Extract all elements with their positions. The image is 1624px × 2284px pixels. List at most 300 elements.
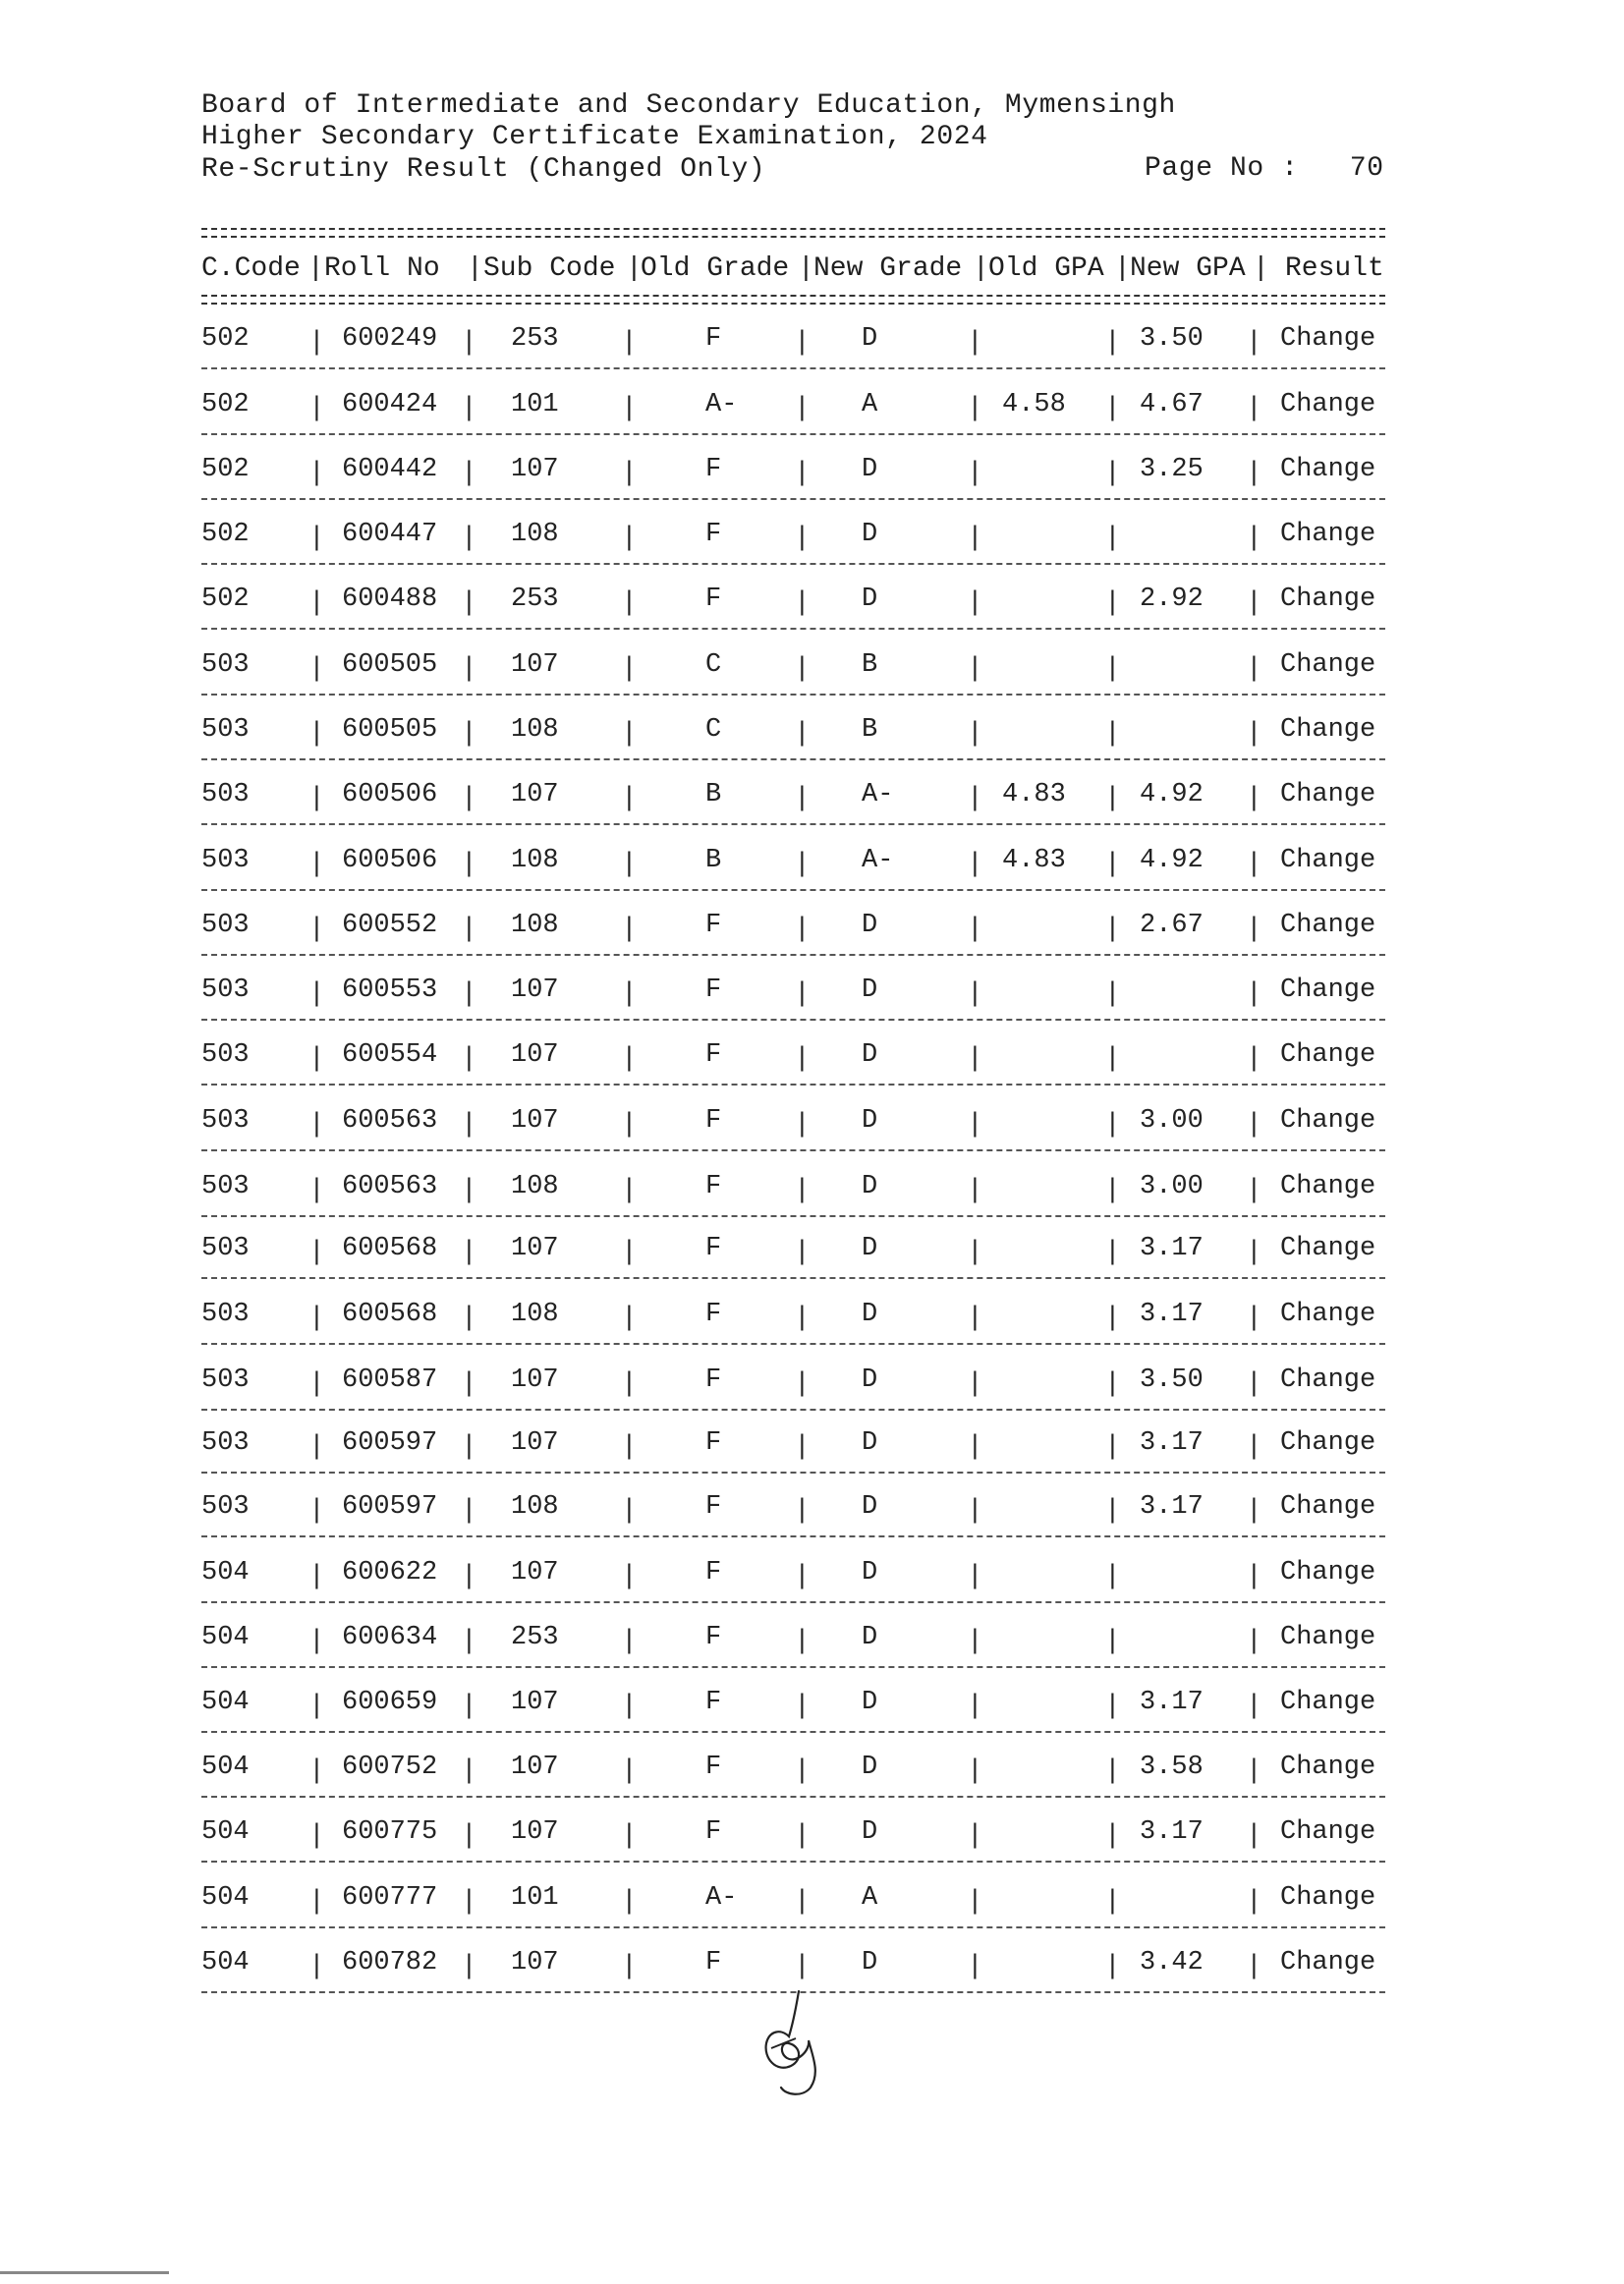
cell-ccode: 503 <box>201 1040 250 1070</box>
row-separator <box>201 1343 1385 1345</box>
column-separator: | <box>465 1560 474 1589</box>
cell-newgrade: D <box>862 1753 878 1782</box>
column-separator: | <box>798 1755 807 1784</box>
cell-newgrade: D <box>862 1106 878 1136</box>
column-separator: | <box>625 326 634 356</box>
column-separator: | <box>465 848 474 877</box>
cell-result: Change <box>1280 715 1376 745</box>
cell-newgpa: 3.17 <box>1140 1688 1204 1717</box>
column-separator: | <box>465 782 474 811</box>
column-separator: | <box>465 1042 474 1072</box>
cell-result: Change <box>1280 455 1376 484</box>
column-separator: | <box>1108 1560 1117 1589</box>
column-separator: | <box>625 652 634 682</box>
cell-ccode: 502 <box>201 324 250 354</box>
header-separator: | <box>308 253 324 284</box>
cell-newgpa: 3.17 <box>1140 1300 1204 1329</box>
cell-newgrade: B <box>862 715 878 745</box>
cell-ccode: 504 <box>201 1817 250 1847</box>
cell-newgrade: D <box>862 520 878 549</box>
column-separator: | <box>625 522 634 551</box>
column-separator: | <box>312 392 321 421</box>
cell-oldgrade: F <box>705 975 722 1005</box>
column-separator: | <box>1108 1950 1117 1979</box>
cell-roll: 600554 <box>342 1040 438 1070</box>
column-separator: | <box>1250 1885 1259 1915</box>
cell-ccode: 503 <box>201 1365 250 1395</box>
column-separator: | <box>971 1625 980 1654</box>
cell-ccode: 503 <box>201 1172 250 1201</box>
column-separator: | <box>1108 652 1117 682</box>
column-separator: | <box>465 326 474 356</box>
cell-ccode: 503 <box>201 911 250 940</box>
column-separator: | <box>971 717 980 747</box>
header-separator: | <box>467 253 483 284</box>
cell-oldgrade: F <box>705 1753 722 1782</box>
cell-newgrade: D <box>862 1948 878 1978</box>
cell-subcode: 107 <box>511 1948 559 1978</box>
cell-newgrade: D <box>862 1040 878 1070</box>
column-separator: | <box>625 717 634 747</box>
column-separator: | <box>1108 848 1117 877</box>
column-separator: | <box>1250 1430 1259 1460</box>
column-separator: | <box>625 1560 634 1589</box>
column-separator: | <box>1108 1174 1117 1203</box>
row-separator <box>201 1277 1385 1279</box>
cell-result: Change <box>1280 975 1376 1005</box>
cell-ccode: 502 <box>201 585 250 614</box>
column-separator: | <box>625 1819 634 1849</box>
column-separator: | <box>1108 1625 1117 1654</box>
cell-result: Change <box>1280 846 1376 875</box>
column-separator: | <box>971 522 980 551</box>
cell-roll: 600587 <box>342 1365 438 1395</box>
cell-ccode: 504 <box>201 1883 250 1913</box>
cell-oldgrade: F <box>705 1428 722 1458</box>
column-separator: | <box>465 717 474 747</box>
cell-roll: 600622 <box>342 1558 438 1588</box>
cell-subcode: 253 <box>511 1623 559 1652</box>
cell-ccode: 503 <box>201 1428 250 1458</box>
column-separator: | <box>1250 1108 1259 1138</box>
cell-subcode: 101 <box>511 1883 559 1913</box>
cell-subcode: 107 <box>511 1558 559 1588</box>
header-bottom-rule <box>201 295 1385 305</box>
column-separator: | <box>312 1885 321 1915</box>
cell-roll: 600659 <box>342 1688 438 1717</box>
column-separator: | <box>465 457 474 486</box>
column-separator: | <box>971 457 980 486</box>
column-separator: | <box>1108 1236 1117 1265</box>
cell-subcode: 253 <box>511 324 559 354</box>
cell-oldgrade: F <box>705 455 722 484</box>
cell-roll: 600506 <box>342 780 438 809</box>
cell-newgrade: D <box>862 1428 878 1458</box>
column-separator: | <box>465 1494 474 1524</box>
cell-result: Change <box>1280 1753 1376 1782</box>
cell-result: Change <box>1280 1300 1376 1329</box>
cell-result: Change <box>1280 911 1376 940</box>
column-separator: | <box>625 1367 634 1397</box>
column-separator: | <box>1108 522 1117 551</box>
cell-newgpa: 2.67 <box>1140 911 1204 940</box>
cell-oldgrade: C <box>705 650 722 680</box>
cell-subcode: 108 <box>511 715 559 745</box>
cell-ccode: 503 <box>201 1492 250 1522</box>
column-separator: | <box>312 1367 321 1397</box>
column-separator: | <box>465 913 474 942</box>
column-separator: | <box>971 848 980 877</box>
cell-subcode: 107 <box>511 1040 559 1070</box>
column-separator: | <box>465 1302 474 1331</box>
cell-newgpa: 3.00 <box>1140 1106 1204 1136</box>
column-separator: | <box>312 457 321 486</box>
cell-newgpa: 3.58 <box>1140 1753 1204 1782</box>
cell-result: Change <box>1280 324 1376 354</box>
result-title: Re-Scrutiny Result (Changed Only) <box>201 154 766 185</box>
cell-result: Change <box>1280 1234 1376 1263</box>
cell-newgrade: D <box>862 1817 878 1847</box>
column-separator: | <box>1108 717 1117 747</box>
column-separator: | <box>798 1174 807 1203</box>
column-separator: | <box>1108 1430 1117 1460</box>
row-separator <box>201 1084 1385 1086</box>
cell-newgrade: D <box>862 585 878 614</box>
cell-roll: 600782 <box>342 1948 438 1978</box>
header-separator: | <box>626 253 643 284</box>
column-separator: | <box>625 913 634 942</box>
column-separator: | <box>1108 1690 1117 1719</box>
row-separator <box>201 1666 1385 1668</box>
column-separator: | <box>625 1690 634 1719</box>
column-separator: | <box>971 977 980 1007</box>
column-separator: | <box>312 1560 321 1589</box>
column-separator: | <box>312 586 321 616</box>
column-separator: | <box>625 1950 634 1979</box>
row-separator <box>201 1731 1385 1733</box>
row-separator <box>201 694 1385 696</box>
column-separator: | <box>1250 913 1259 942</box>
column-separator: | <box>625 977 634 1007</box>
column-separator: | <box>1108 326 1117 356</box>
cell-subcode: 253 <box>511 585 559 614</box>
cell-ccode: 503 <box>201 1106 250 1136</box>
cell-roll: 600553 <box>342 975 438 1005</box>
column-separator: | <box>625 1108 634 1138</box>
cell-oldgpa: 4.83 <box>1002 846 1066 875</box>
cell-newgrade: B <box>862 650 878 680</box>
cell-roll: 600563 <box>342 1172 438 1201</box>
column-separator: | <box>312 1430 321 1460</box>
column-separator: | <box>971 1174 980 1203</box>
cell-roll: 600752 <box>342 1753 438 1782</box>
column-separator: | <box>971 1819 980 1849</box>
column-separator: | <box>1250 848 1259 877</box>
column-separator: | <box>465 1236 474 1265</box>
cell-oldgrade: F <box>705 1365 722 1395</box>
cell-result: Change <box>1280 1558 1376 1588</box>
column-separator: | <box>625 586 634 616</box>
row-separator <box>201 1926 1385 1928</box>
cell-roll: 600506 <box>342 846 438 875</box>
cell-oldgpa: 4.83 <box>1002 780 1066 809</box>
cell-newgpa: 2.92 <box>1140 585 1204 614</box>
column-separator: | <box>798 717 807 747</box>
column-separator: | <box>1250 1625 1259 1654</box>
column-separator: | <box>312 1494 321 1524</box>
col-roll: Roll No <box>324 253 440 284</box>
column-separator: | <box>798 977 807 1007</box>
row-separator <box>201 1472 1385 1474</box>
cell-oldgrade: F <box>705 585 722 614</box>
cell-oldgrade: F <box>705 911 722 940</box>
row-separator <box>201 758 1385 760</box>
row-separator <box>201 367 1385 369</box>
column-separator: | <box>1250 326 1259 356</box>
cell-subcode: 107 <box>511 1688 559 1717</box>
column-separator: | <box>1250 1174 1259 1203</box>
column-separator: | <box>625 1625 634 1654</box>
column-separator: | <box>625 782 634 811</box>
column-separator: | <box>798 326 807 356</box>
column-separator: | <box>798 1430 807 1460</box>
board-name: Board of Intermediate and Secondary Education, Mymensingh <box>201 90 1176 121</box>
cell-oldgrade: F <box>705 520 722 549</box>
column-separator: | <box>465 1174 474 1203</box>
column-separator: | <box>625 1236 634 1265</box>
column-separator: | <box>465 1430 474 1460</box>
cell-subcode: 108 <box>511 520 559 549</box>
cell-subcode: 108 <box>511 1300 559 1329</box>
cell-subcode: 108 <box>511 1172 559 1201</box>
column-separator: | <box>1250 1560 1259 1589</box>
column-separator: | <box>1250 1690 1259 1719</box>
column-separator: | <box>465 652 474 682</box>
col-subcode: Sub Code <box>483 253 616 284</box>
column-separator: | <box>465 977 474 1007</box>
column-separator: | <box>798 652 807 682</box>
column-separator: | <box>1108 1755 1117 1784</box>
cell-newgpa: 3.50 <box>1140 324 1204 354</box>
cell-ccode: 503 <box>201 715 250 745</box>
column-separator: | <box>1250 457 1259 486</box>
cell-roll: 600424 <box>342 390 438 419</box>
column-separator: | <box>1250 782 1259 811</box>
cell-roll: 600597 <box>342 1428 438 1458</box>
cell-roll: 600488 <box>342 585 438 614</box>
cell-result: Change <box>1280 1428 1376 1458</box>
column-separator: | <box>465 1625 474 1654</box>
column-separator: | <box>798 1042 807 1072</box>
column-separator: | <box>312 1625 321 1654</box>
cell-result: Change <box>1280 390 1376 419</box>
column-separator: | <box>971 586 980 616</box>
cell-subcode: 107 <box>511 975 559 1005</box>
cell-ccode: 502 <box>201 390 250 419</box>
row-separator <box>201 1019 1385 1021</box>
cell-oldgrade: F <box>705 1558 722 1588</box>
cell-subcode: 107 <box>511 1106 559 1136</box>
cell-roll: 600447 <box>342 520 438 549</box>
column-separator: | <box>1108 1885 1117 1915</box>
cell-oldgrade: A- <box>705 390 738 419</box>
cell-oldgrade: F <box>705 1623 722 1652</box>
column-separator: | <box>1250 392 1259 421</box>
column-separator: | <box>625 1494 634 1524</box>
cell-oldgrade: B <box>705 780 722 809</box>
column-separator: | <box>625 1042 634 1072</box>
cell-oldgrade: F <box>705 1688 722 1717</box>
column-separator: | <box>1250 1950 1259 1979</box>
column-separator: | <box>312 1302 321 1331</box>
column-separator: | <box>625 392 634 421</box>
column-separator: | <box>465 1755 474 1784</box>
column-separator: | <box>625 457 634 486</box>
column-separator: | <box>798 1885 807 1915</box>
row-separator <box>201 433 1385 435</box>
cell-newgpa: 3.25 <box>1140 455 1204 484</box>
cell-result: Change <box>1280 1365 1376 1395</box>
cell-oldgrade: C <box>705 715 722 745</box>
row-separator <box>201 628 1385 630</box>
column-separator: | <box>465 1690 474 1719</box>
column-separator: | <box>1108 1302 1117 1331</box>
cell-newgpa: 4.92 <box>1140 780 1204 809</box>
column-separator: | <box>971 1367 980 1397</box>
column-separator: | <box>798 848 807 877</box>
column-separator: | <box>625 1174 634 1203</box>
column-separator: | <box>465 1819 474 1849</box>
cell-roll: 600777 <box>342 1883 438 1913</box>
cell-newgpa: 3.50 <box>1140 1365 1204 1395</box>
column-separator: | <box>625 848 634 877</box>
column-separator: | <box>798 1690 807 1719</box>
column-separator: | <box>1250 1755 1259 1784</box>
column-separator: | <box>1108 1367 1117 1397</box>
cell-subcode: 107 <box>511 780 559 809</box>
column-separator: | <box>971 913 980 942</box>
column-separator: | <box>1108 1819 1117 1849</box>
cell-newgrade: D <box>862 1365 878 1395</box>
cell-subcode: 107 <box>511 1817 559 1847</box>
column-separator: | <box>1108 977 1117 1007</box>
cell-newgpa: 3.17 <box>1140 1428 1204 1458</box>
row-separator <box>201 1861 1385 1863</box>
cell-ccode: 503 <box>201 780 250 809</box>
col-newgrade: New Grade <box>813 253 963 284</box>
column-separator: | <box>625 1302 634 1331</box>
column-separator: | <box>1108 586 1117 616</box>
cell-roll: 600563 <box>342 1106 438 1136</box>
column-separator: | <box>971 782 980 811</box>
column-separator: | <box>1250 1819 1259 1849</box>
row-separator <box>201 954 1385 956</box>
column-separator: | <box>465 1885 474 1915</box>
cell-ccode: 504 <box>201 1623 250 1652</box>
cell-subcode: 107 <box>511 1428 559 1458</box>
header-separator: | <box>1114 253 1131 284</box>
cell-newgrade: D <box>862 1234 878 1263</box>
cell-oldgpa: 4.58 <box>1002 390 1066 419</box>
column-separator: | <box>971 1560 980 1589</box>
column-separator: | <box>1250 586 1259 616</box>
column-separator: | <box>971 1885 980 1915</box>
column-separator: | <box>312 782 321 811</box>
cell-subcode: 108 <box>511 1492 559 1522</box>
cell-result: Change <box>1280 1172 1376 1201</box>
column-separator: | <box>1108 1108 1117 1138</box>
cell-newgrade: D <box>862 1688 878 1717</box>
scan-edge-mark <box>0 2271 169 2274</box>
page-label: Page No : <box>1145 153 1299 184</box>
cell-result: Change <box>1280 1948 1376 1978</box>
cell-result: Change <box>1280 1106 1376 1136</box>
column-separator: | <box>971 392 980 421</box>
cell-result: Change <box>1280 585 1376 614</box>
column-separator: | <box>798 913 807 942</box>
column-separator: | <box>312 522 321 551</box>
column-separator: | <box>465 1108 474 1138</box>
cell-subcode: 107 <box>511 1365 559 1395</box>
cell-ccode: 503 <box>201 1300 250 1329</box>
cell-subcode: 107 <box>511 650 559 680</box>
cell-roll: 600568 <box>342 1300 438 1329</box>
column-separator: | <box>798 1560 807 1589</box>
column-separator: | <box>312 1108 321 1138</box>
cell-roll: 600597 <box>342 1492 438 1522</box>
cell-newgrade: A <box>862 1883 878 1913</box>
cell-subcode: 108 <box>511 911 559 940</box>
cell-newgrade: D <box>862 911 878 940</box>
cell-oldgrade: F <box>705 1234 722 1263</box>
cell-ccode: 503 <box>201 1234 250 1263</box>
column-separator: | <box>312 977 321 1007</box>
cell-oldgrade: F <box>705 1172 722 1201</box>
cell-ccode: 502 <box>201 455 250 484</box>
cell-newgrade: A <box>862 390 878 419</box>
column-separator: | <box>465 1367 474 1397</box>
column-separator: | <box>798 1367 807 1397</box>
cell-oldgrade: A- <box>705 1883 738 1913</box>
cell-ccode: 503 <box>201 975 250 1005</box>
cell-roll: 600249 <box>342 324 438 354</box>
cell-result: Change <box>1280 650 1376 680</box>
row-separator <box>201 1149 1385 1151</box>
cell-ccode: 504 <box>201 1948 250 1978</box>
cell-newgpa: 3.42 <box>1140 1948 1204 1978</box>
cell-newgrade: D <box>862 1623 878 1652</box>
column-separator: | <box>971 1690 980 1719</box>
column-separator: | <box>1250 717 1259 747</box>
column-separator: | <box>312 1236 321 1265</box>
column-separator: | <box>625 1430 634 1460</box>
cell-roll: 600568 <box>342 1234 438 1263</box>
cell-ccode: 503 <box>201 846 250 875</box>
column-separator: | <box>312 1690 321 1719</box>
column-separator: | <box>312 913 321 942</box>
signature <box>742 1989 850 2112</box>
column-separator: | <box>312 652 321 682</box>
header-top-rule <box>201 228 1385 238</box>
column-separator: | <box>1250 1494 1259 1524</box>
cell-roll: 600505 <box>342 715 438 745</box>
column-separator: | <box>312 1042 321 1072</box>
column-separator: | <box>798 1625 807 1654</box>
column-separator: | <box>1108 1494 1117 1524</box>
column-separator: | <box>798 1236 807 1265</box>
cell-oldgrade: F <box>705 1106 722 1136</box>
cell-newgrade: D <box>862 1172 878 1201</box>
